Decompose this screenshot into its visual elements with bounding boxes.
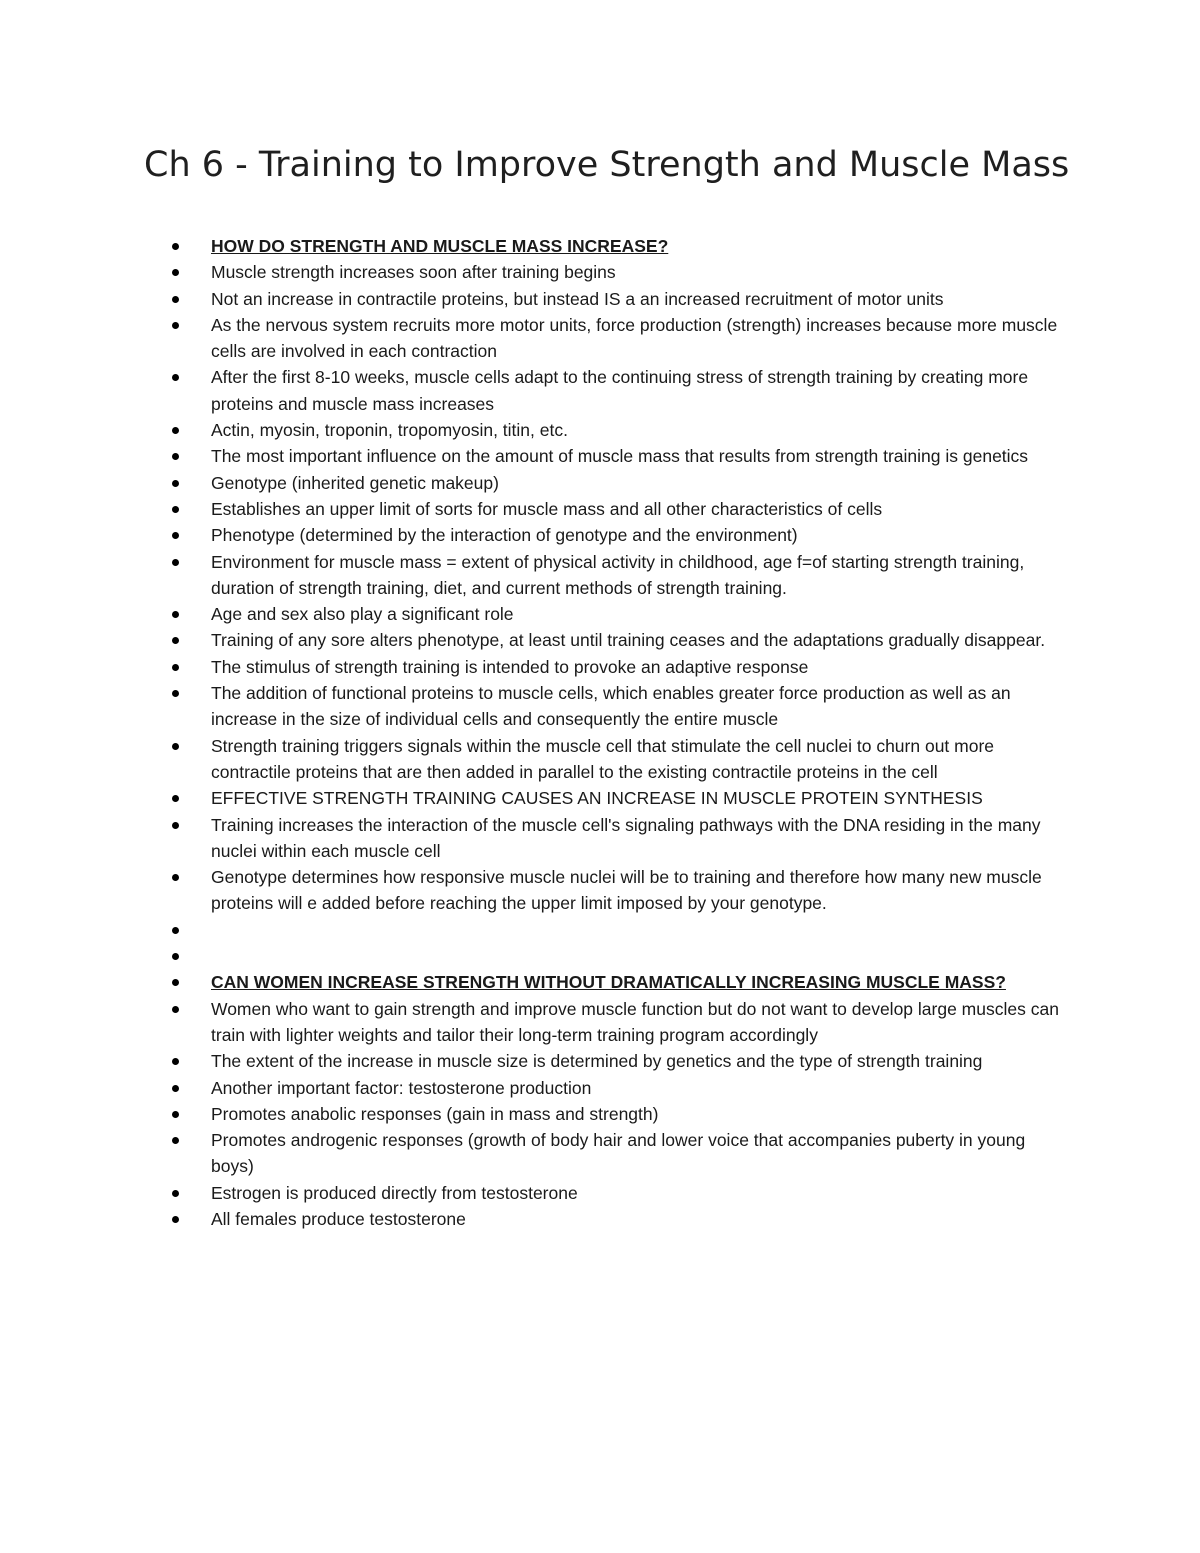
list-item: [168, 864, 1068, 917]
list-item: [168, 680, 1068, 733]
list-item: [168, 943, 1068, 969]
list-item-text: Training increases the interaction of the muscle cell's signaling pathways with the DNA residing in the many nuclei within each muscle cell: [211, 814, 1041, 861]
list-item-text: Establishes an upper limit of sorts for muscle mass and all other characteristics of cells: [211, 498, 883, 519]
list-item: [168, 654, 1068, 680]
bullet-icon: [172, 664, 179, 671]
list-item-text: The extent of the increase in muscle size is determined by genetics and the type of strength training: [211, 1051, 983, 1072]
list-item: [168, 917, 1068, 943]
bullet-icon: [172, 1190, 179, 1197]
list-item-text: All females produce testosterone: [211, 1208, 466, 1229]
list-item: [168, 286, 1068, 312]
bullet-icon: [172, 953, 179, 960]
bullet-icon: [172, 743, 179, 750]
bullet-icon: [172, 243, 179, 250]
bullet-icon: [172, 1085, 179, 1092]
bullet-icon: [172, 1137, 179, 1144]
list-item-text: Genotype determines how responsive muscle nuclei will be to training and therefore how many new muscle proteins will e added before reaching the upper limit imposed by your genotype.: [211, 867, 1042, 914]
list-item-text: Women who want to gain strength and improve muscle function but do not want to develop large muscles can train with lighter weights and tailor their long-term training program accordingly: [211, 998, 1059, 1045]
list-item: [168, 1101, 1068, 1127]
list-item-text: Training of any sore alters phenotype, at least until training ceases and the adaptations gradually disappear.: [211, 630, 1046, 651]
bullet-icon: [172, 1058, 179, 1065]
bullet-icon: [172, 269, 179, 276]
list-item: [168, 496, 1068, 522]
section-heading-text: CAN WOMEN INCREASE STRENGTH WITHOUT DRAMATICALLY INCREASING MUSCLE MASS?: [211, 972, 1006, 993]
list-item: [168, 417, 1068, 443]
list-item-text: Genotype (inherited genetic makeup): [211, 472, 499, 493]
section-heading-item: [168, 233, 1068, 259]
list-item-text: Muscle strength increases soon after training begins: [211, 262, 616, 283]
bullet-icon: [172, 532, 179, 539]
bullet-icon: [172, 822, 179, 829]
bullet-icon: [172, 690, 179, 697]
bullet-icon: [172, 374, 179, 381]
list-item: [168, 812, 1068, 865]
list-item: [168, 470, 1068, 496]
page-title: Ch 6 - Training to Improve Strength and Muscle Mass: [144, 145, 1070, 185]
list-item: [168, 1127, 1068, 1180]
list-item-text: The addition of functional proteins to muscle cells, which enables greater force production as well as an increase in the size of individual cells and consequently the entire muscle: [211, 683, 1011, 730]
list-item-text: Environment for muscle mass = extent of physical activity in childhood, age f=of starting strength training, duration of strength training, diet, and current methods of strength training.: [211, 551, 1025, 598]
bullet-icon: [172, 637, 179, 644]
list-item-text: Estrogen is produced directly from testosterone: [211, 1182, 578, 1203]
list-item: [168, 259, 1068, 285]
list-item: [168, 1075, 1068, 1101]
list-item-text: After the first 8-10 weeks, muscle cells adapt to the continuing stress of strength training by creating more proteins and muscle mass increases: [211, 367, 1029, 414]
section-heading-item: [168, 969, 1068, 995]
bullet-icon: [172, 453, 179, 460]
bullet-icon: [172, 427, 179, 434]
bullet-icon: [172, 559, 179, 566]
list-item: [168, 1048, 1068, 1074]
list-item: [168, 1180, 1068, 1206]
list-item: [168, 1206, 1068, 1232]
bullet-icon: [172, 1216, 179, 1223]
bullet-list: [168, 233, 1068, 1232]
list-item-text: Promotes androgenic responses (growth of body hair and lower voice that accompanies puberty in young boys): [211, 1130, 1026, 1177]
list-item: [168, 996, 1068, 1049]
bullet-icon: [172, 795, 179, 802]
list-item: [168, 627, 1068, 653]
list-item-text: The most important influence on the amount of muscle mass that results from strength training is genetics: [211, 446, 1029, 467]
section-heading-text: HOW DO STRENGTH AND MUSCLE MASS INCREASE?: [211, 236, 669, 256]
list-item-text: Another important factor: testosterone production: [211, 1077, 592, 1098]
list-item: [168, 549, 1068, 602]
list-item-text: Phenotype (determined by the interaction of genotype and the environment): [211, 525, 798, 546]
list-item: [168, 733, 1068, 786]
list-item-text: Actin, myosin, troponin, tropomyosin, titin, etc.: [211, 420, 568, 441]
list-item-text: The stimulus of strength training is intended to provoke an adaptive response: [211, 656, 809, 677]
list-item: [168, 785, 1068, 811]
list-item: [168, 601, 1068, 627]
bullet-icon: [172, 480, 179, 487]
bullet-icon: [172, 296, 179, 303]
bullet-icon: [172, 611, 179, 618]
list-item-text: Strength training triggers signals within the muscle cell that stimulate the cell nuclei to churn out more contractile proteins that are then added in parallel to the existing contractile proteins in the cell: [211, 735, 995, 782]
list-item: [168, 522, 1068, 548]
bullet-icon: [172, 1111, 179, 1118]
list-item-text: Age and sex also play a significant role: [211, 604, 514, 625]
list-item-text: As the nervous system recruits more motor units, force production (strength) increases because more muscle cells are involved in each contraction: [211, 314, 1058, 362]
bullet-icon: [172, 1006, 179, 1013]
bullet-icon: [172, 927, 179, 934]
bullet-icon: [172, 506, 179, 513]
bullet-icon: [172, 979, 179, 986]
bullet-icon: [172, 322, 179, 329]
list-item: [168, 364, 1068, 417]
list-item: [168, 443, 1068, 469]
list-item-text: Not an increase in contractile proteins, but instead IS a an increased recruitment of motor units: [211, 288, 944, 309]
list-item-text: Promotes anabolic responses (gain in mass and strength): [211, 1103, 659, 1124]
list-item-text: EFFECTIVE STRENGTH TRAINING CAUSES AN INCREASE IN MUSCLE PROTEIN SYNTHESIS: [211, 788, 983, 809]
list-item: [168, 312, 1068, 365]
bullet-icon: [172, 874, 179, 881]
